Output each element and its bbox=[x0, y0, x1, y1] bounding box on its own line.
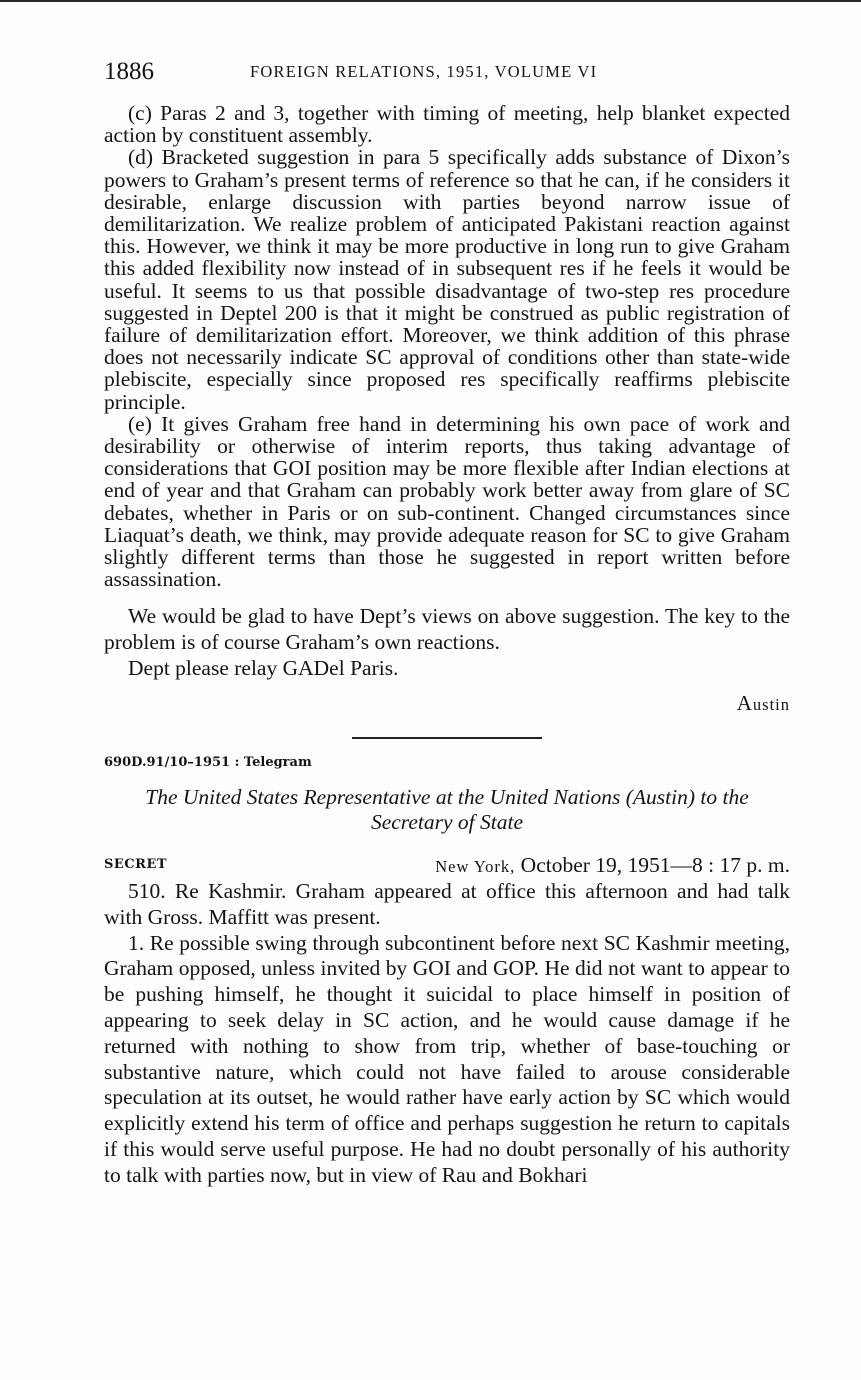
paragraph-e: (e) It gives Graham free hand in determining his own pace of work and desirability or otherwise of interim reports, thus taking advantage of considerations that GOI position may be more flexible after Indian elections at end of year and that Graham can probably work better away from glare of SC debates, whether in Paris or on sub-continent. Changed circumstances since Liaquat’s death, we think, may provide adequate reason for SC to give Graham slightly different terms than those he suggested in report written before assassination. bbox=[104, 411, 790, 592]
running-header bbox=[104, 56, 790, 88]
classification-label: SECRET bbox=[104, 857, 168, 873]
signature-austin: Austin bbox=[736, 690, 790, 715]
file-number: 690D.91/10–1951 : Telegram bbox=[104, 754, 312, 770]
paragraph-views: We would be glad to have Dept’s views on above suggestion. The key to the problem is of course Graham’s own reactions. bbox=[104, 604, 790, 655]
page-number: 1886 bbox=[104, 58, 154, 85]
paragraph-1: 1. Re possible swing through subcontinent before next SC Kashmir meeting, Graham opposed, unless invited by GOI and GOP. He did not want to appear to be pushing himself, he thought it suicidal to place himself in position of appearing to seek delay in SC action, and he would cause damage if he returned with nothing to show from trip, whether of base-touching or substantive nature, which could not have failed to arouse considerable speculation at its outset, he would rather have early action by SC which would explicitly extend his term of office and perhaps suggestion he return to capitals if this would serve useful purpose. He had no doubt personally of his authority to talk with parties now, but in view of Rau and Bokhari bbox=[104, 930, 790, 1187]
running-title: FOREIGN RELATIONS, 1951, VOLUME VI bbox=[250, 62, 598, 81]
section-divider bbox=[352, 737, 542, 739]
paragraph-d: (d) Bracketed suggestion in para 5 specifically adds substance of Dixon’s powers to Graham’s present terms of reference so that he can, if he considers it desirable, enlarge discussion with parties beyond narrow issue of demilitarization. We realize problem of anticipated Pakistani reaction against this. However, we think it may be more productive in long run to give Graham this added flexibility now instead of in subsequent res if he feels it would be useful. It seems to us that possible disadvantage of two-step res procedure suggested in Deptel 200 is that it might be construed as public registration of failure of demilitarization effort. Moreover, we think addition of this phrase does not necessarily indicate SC approval of conditions other than state-wide plebiscite, especially since proposed res specifically reaffirms plebiscite principle. bbox=[104, 145, 790, 414]
classification-line bbox=[104, 852, 790, 879]
document-title: The United States Representative at the United Nations (Austin) to the Secretary of State bbox=[145, 784, 749, 835]
dateline bbox=[435, 852, 790, 880]
paragraph-relay: Dept please relay GADel Paris. bbox=[128, 656, 399, 681]
paragraph-510: 510. Re Kashmir. Graham appeared at office this afternoon and had talk with Gross. Maffitt was present. bbox=[104, 879, 790, 929]
paragraph-c: (c) Paras 2 and 3, together with timing of meeting, help blanket expected action by constituent assembly. bbox=[104, 101, 790, 148]
page-body bbox=[104, 102, 790, 1189]
dateline-date: October 19, 1951—8 : 17 p. m. bbox=[520, 853, 790, 878]
page-top-border bbox=[0, 0, 861, 2]
dateline-place: New York, bbox=[435, 857, 516, 877]
